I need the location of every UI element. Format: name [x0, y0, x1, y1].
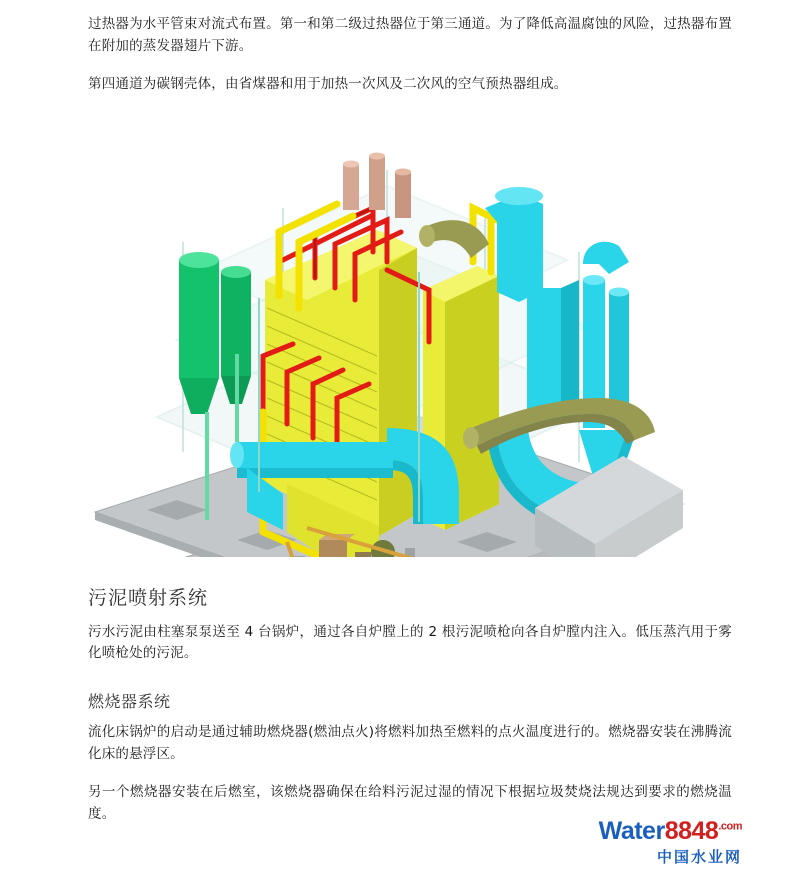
section-heading-burner-system: 燃烧器系统	[88, 692, 171, 712]
paragraph-sludge-injection: 污水污泥由柱塞泵泵送至 4 台锅炉，通过各自炉膛上的 2 根污泥喷枪向各自炉膛内注入。低压蒸汽用于雾化喷枪处的污泥。	[88, 623, 732, 662]
paragraph-burner-1: 流化床锅炉的启动是通过辅助燃烧器(燃油点火)将燃料加热至燃料的点火温度进行的。燃烧器安装在沸腾流化床的悬浮区。	[88, 724, 732, 763]
paragraph-intro-1: 过热器为水平管束对流式布置。第一和第二级过热器位于第三通道。为了降低高温腐蚀的风险，过热器布置在附加的蒸发器翅片下游。	[88, 16, 732, 54]
watermark	[599, 819, 742, 867]
watermark-subtitle: 中国水业网	[656, 848, 742, 866]
watermark-brand	[599, 819, 742, 844]
stack-group	[343, 152, 411, 218]
green-tank-group	[179, 252, 251, 414]
paragraph-burner-2: 另一个燃烧器安装在后燃室，该燃烧器确保在给料污泥过湿的情况下根据垃圾焚烧法规达到要求的燃烧温度。	[88, 784, 732, 822]
section-heading-sludge-injection: 污泥喷射系统	[88, 586, 209, 609]
watermark-brand-tld: .com	[718, 820, 742, 833]
watermark-brand-number: 8848	[664, 817, 719, 845]
paragraph-intro-2: 第四通道为碳钢壳体，由省煤器和用于加热一次风及二次风的空气预热器组成。	[88, 75, 568, 92]
boiler-diagram-figure	[87, 112, 691, 557]
watermark-brand-prefix: Water	[598, 817, 665, 845]
